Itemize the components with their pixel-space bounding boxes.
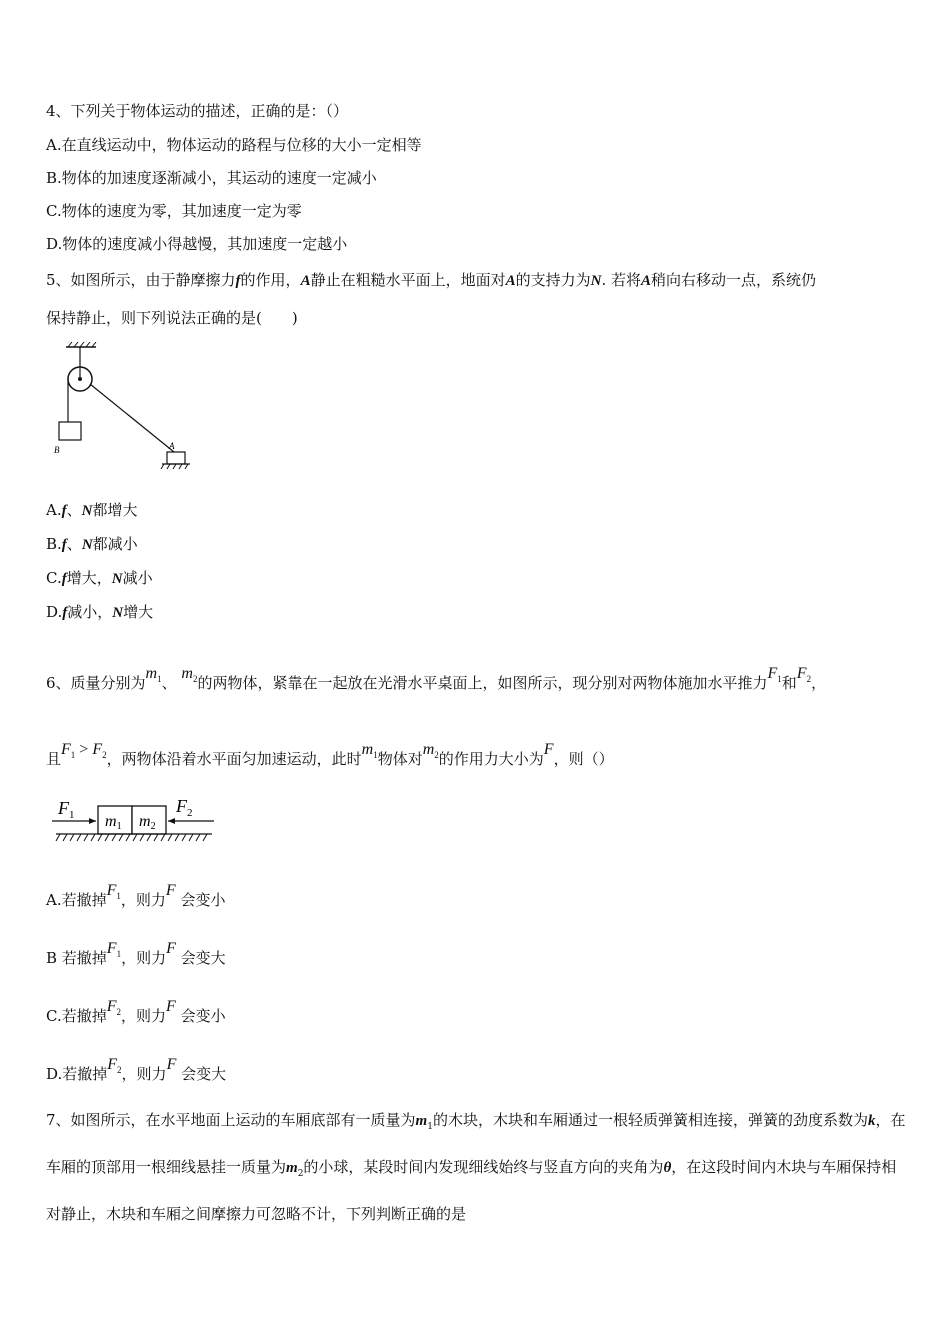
m2-label: m2: [139, 813, 156, 832]
q6-option-d: D.若撤掉$F_2$，则力F 会变大: [46, 1056, 227, 1083]
f1-label: $F_1$: [58, 798, 75, 821]
q4-option-d: D.物体的速度减小得越慢，其加速度一定越小: [46, 235, 348, 253]
q6-option-c: C.若撤掉$F_2$，则力F 会变小: [46, 998, 226, 1025]
q4-option-a: A.在直线运动中，物体运动的路程与位移的大小一定相等: [46, 136, 422, 154]
q5-option-c: C.f增大，N减小: [46, 569, 153, 587]
q6-option-a: A.若撤掉$F_1$，则力F 会变小: [46, 882, 226, 909]
m1-label: m1: [105, 813, 122, 832]
q4-stem: 4、下列关于物体运动的描述，正确的是：（）: [46, 102, 349, 120]
pulley-figure: [50, 342, 200, 472]
q7-stem: 7、如图所示，在水平地面上运动的车厢底部有一质量为$m_1$的木块，木块和车厢通过一根轻质弹簧相连接，弹簧的劲度系数为k，在车厢的顶部用一根细线悬挂一质量为$m_2$的小球，某段时间内发现细线始终与竖直方向的夹角为θ，在这段时间内木块与车厢保持相对静止，木块和车厢之间摩擦力可忽略不计，下列判断正确的是: [46, 1111, 906, 1223]
label-a: A: [169, 441, 175, 451]
q6-stem-line1: 6、质量分别为$m_1$、 $m_2$的两物体，紧靠在一起放在光滑水平桌面上，如图所示，现分别对两物体施加水平推力$F_1$和$F_2$，: [46, 665, 827, 692]
q5-option-a: A.f、N都增大: [46, 501, 138, 519]
q5-option-d: D.f减小，N增大: [46, 603, 154, 621]
q4-option-c: C.物体的速度为零，其加速度一定为零: [46, 202, 302, 220]
q5-stem-line2: 保持静止，则下列说法正确的是( ): [46, 309, 298, 327]
blocks-figure: [48, 792, 220, 846]
label-b: B: [54, 445, 60, 455]
q5-option-b: B.f、N都减小: [46, 535, 138, 553]
q6-option-b: B 若撤掉$F_1$，则力F 会变大: [46, 940, 226, 967]
f2-label: $F_2$: [176, 796, 193, 819]
q4-option-b: B.物体的加速度逐渐减小，其运动的速度一定减小: [46, 169, 377, 187]
q5-stem-line1: 5、如图所示，由于静摩擦力f的作用，A静止在粗糙水平面上，地面对A的支持力为N. 若将A稍向右移动一点，系统仍: [46, 271, 817, 289]
q6-stem-line2: 且$F_1 > F_2$，两物体沿着水平面匀加速运动，此时$m_1$物体对$m_2$的作用力大小为F，则（）: [46, 741, 614, 768]
